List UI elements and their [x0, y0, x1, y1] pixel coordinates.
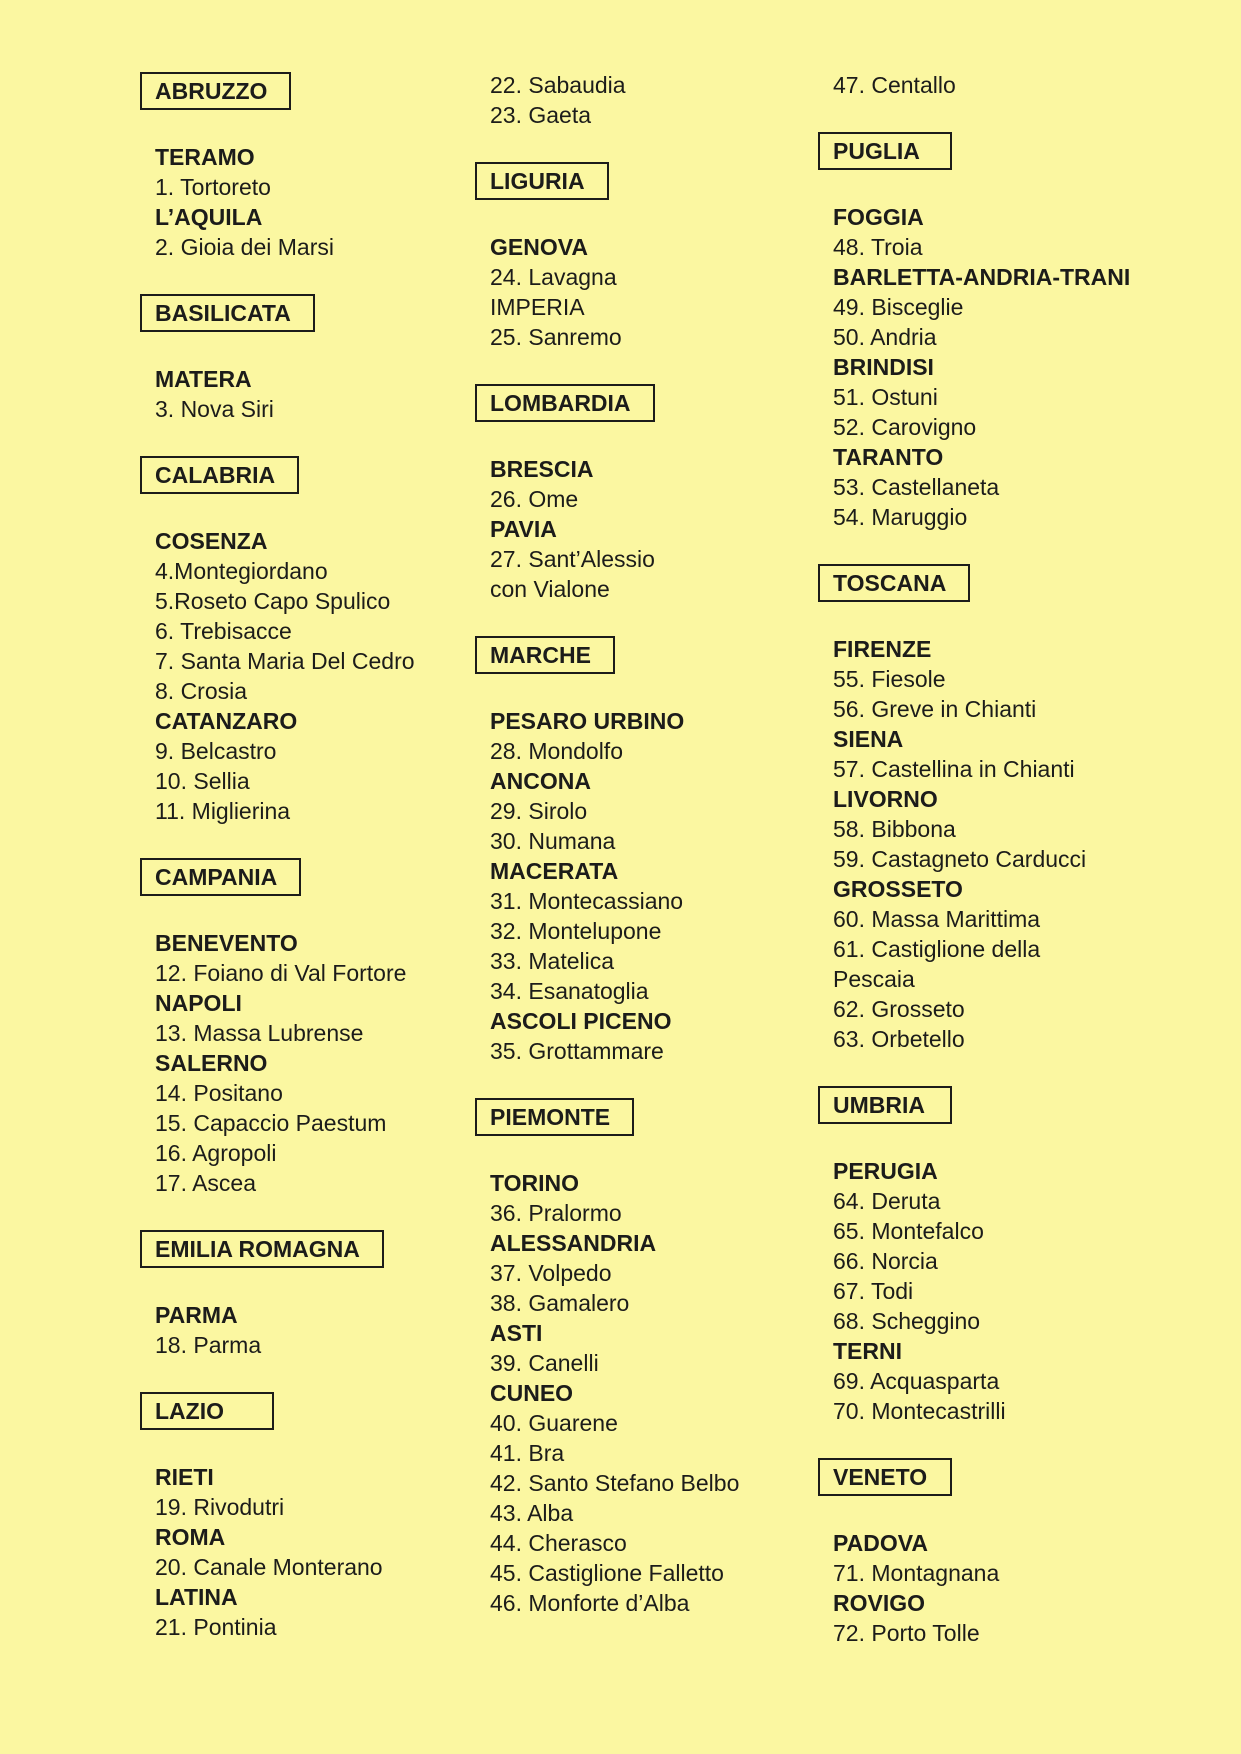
town-item: 19. Rivodutri [155, 1494, 285, 1520]
region-row [475, 636, 818, 674]
province-label: PERUGIA [833, 1158, 938, 1184]
region-header [140, 72, 291, 110]
town-item: 59. Castagneto Carducci [833, 846, 1087, 872]
province-label: PAVIA [490, 516, 557, 542]
town-item: 7. Santa Maria Del Cedro [155, 648, 415, 674]
province-label: SALERNO [155, 1050, 268, 1076]
town-item: 22. Sabaudia [490, 72, 626, 98]
region-label: PIEMONTE [490, 1104, 611, 1130]
spacer [818, 100, 1241, 130]
region-label: CALABRIA [155, 462, 276, 488]
province-label: L’AQUILA [155, 204, 263, 230]
province-label: GENOVA [490, 234, 588, 260]
town-item: 61. Castiglione della [833, 936, 1041, 962]
province-label: ANCONA [490, 768, 591, 794]
town-item: 14. Positano [155, 1080, 283, 1106]
town-item: 9. Belcastro [155, 738, 277, 764]
town-item: 32. Montelupone [490, 918, 662, 944]
region-label: LAZIO [155, 1398, 224, 1424]
town-item: 37. Volpedo [490, 1260, 612, 1286]
province-label: FIRENZE [833, 636, 932, 662]
region-header [140, 456, 299, 494]
spacer [475, 604, 818, 634]
town-item: 71. Montagnana [833, 1560, 1000, 1586]
region-label: CAMPANIA [155, 864, 278, 890]
region-row [140, 294, 475, 332]
town-item: 63. Orbetello [833, 1026, 965, 1052]
region-row [140, 858, 475, 896]
spacer [140, 1360, 475, 1390]
region-header [475, 636, 615, 674]
town-item: 65. Montefalco [833, 1218, 984, 1244]
town-item: 11. Miglierina [155, 798, 291, 824]
region-label: VENETO [833, 1464, 928, 1490]
town-item: 6. Trebisacce [155, 618, 292, 644]
region-label: TOSCANA [833, 570, 947, 596]
town-item: 5.Roseto Capo Spulico [155, 588, 391, 614]
town-item: 35. Grottammare [490, 1038, 664, 1064]
town-item: 29. Sirolo [490, 798, 588, 824]
town-item: 51. Ostuni [833, 384, 938, 410]
region-label: EMILIA ROMAGNA [155, 1236, 360, 1262]
town-item: 27. Sant’Alessio [490, 546, 655, 572]
town-item: 66. Norcia [833, 1248, 938, 1274]
region-row [475, 162, 818, 200]
region-row [140, 1392, 475, 1430]
spacer [818, 1498, 1241, 1528]
town-item: 42. Santo Stefano Belbo [490, 1470, 740, 1496]
spacer [140, 424, 475, 454]
town-item: 12. Foiano di Val Fortore [155, 960, 407, 986]
province-label: BARLETTA-ANDRIA-TRANI [833, 264, 1131, 290]
column-right [818, 0, 1241, 1648]
region-label: BASILICATA [155, 300, 291, 326]
town-item: 25. Sanremo [490, 324, 622, 350]
town-item: 57. Castellina in Chianti [833, 756, 1075, 782]
text-line: IMPERIA [490, 294, 585, 320]
region-row [140, 72, 475, 110]
province-label: ROMA [155, 1524, 226, 1550]
province-label: ALESSANDRIA [490, 1230, 657, 1256]
spacer [818, 1054, 1241, 1084]
spacer [475, 1138, 818, 1168]
spacer [140, 1432, 475, 1462]
province-label: TORINO [490, 1170, 580, 1196]
town-item: 43. Alba [490, 1500, 574, 1526]
province-label: FOGGIA [833, 204, 924, 230]
province-label: TARANTO [833, 444, 944, 470]
town-item: 17. Ascea [155, 1170, 257, 1196]
town-item: 23. Gaeta [490, 102, 592, 128]
town-item: 45. Castiglione Falletto [490, 1560, 724, 1586]
region-row [818, 132, 1241, 170]
town-item: 62. Grosseto [833, 996, 965, 1022]
town-item: 38. Gamalero [490, 1290, 630, 1316]
town-item: 60. Massa Marittima [833, 906, 1041, 932]
town-item: 64. Deruta [833, 1188, 941, 1214]
province-label: NAPOLI [155, 990, 242, 1016]
spacer [818, 172, 1241, 202]
text-line: Pescaia [833, 966, 915, 992]
province-label: MACERATA [490, 858, 619, 884]
town-item: 70. Montecastrilli [833, 1398, 1006, 1424]
spacer [475, 352, 818, 382]
spacer [475, 424, 818, 454]
town-item: 53. Castellaneta [833, 474, 1000, 500]
text-line: con Vialone [490, 576, 610, 602]
region-label: ABRUZZO [155, 78, 268, 104]
town-item: 36. Pralormo [490, 1200, 622, 1226]
spacer [475, 676, 818, 706]
region-label: MARCHE [490, 642, 591, 668]
town-item: 31. Montecassiano [490, 888, 684, 914]
province-label: CUNEO [490, 1380, 574, 1406]
province-label: ROVIGO [833, 1590, 926, 1616]
spacer [140, 1270, 475, 1300]
region-row [818, 1086, 1241, 1124]
province-label: SIENA [833, 726, 904, 752]
town-item: 33. Matelica [490, 948, 615, 974]
region-row [140, 456, 475, 494]
spacer [140, 826, 475, 856]
town-item: 55. Fiesole [833, 666, 946, 692]
province-label: BENEVENTO [155, 930, 298, 956]
province-label: BRESCIA [490, 456, 594, 482]
region-header [475, 1098, 634, 1136]
town-item: 67. Todi [833, 1278, 914, 1304]
province-label: MATERA [155, 366, 252, 392]
town-item: 34. Esanatoglia [490, 978, 649, 1004]
province-label: TERAMO [155, 144, 255, 170]
town-item: 72. Porto Tolle [833, 1620, 980, 1646]
town-item: 4.Montegiordano [155, 558, 328, 584]
column-middle [475, 0, 818, 1618]
region-header [140, 1230, 384, 1268]
province-label: LATINA [155, 1584, 238, 1610]
town-item: 15. Capaccio Paestum [155, 1110, 387, 1136]
spacer [140, 262, 475, 292]
town-item: 46. Monforte d’Alba [490, 1590, 690, 1616]
town-item: 30. Numana [490, 828, 616, 854]
region-label: LIGURIA [490, 168, 585, 194]
province-label: COSENZA [155, 528, 268, 554]
region-header [818, 1458, 952, 1496]
province-label: CATANZARO [155, 708, 298, 734]
spacer [140, 334, 475, 364]
town-item: 26. Ome [490, 486, 579, 512]
spacer [475, 130, 818, 160]
spacer [140, 496, 475, 526]
spacer [475, 202, 818, 232]
region-label: PUGLIA [833, 138, 920, 164]
town-item: 20. Canale Monterano [155, 1554, 383, 1580]
region-header [818, 132, 952, 170]
town-item: 1. Tortoreto [155, 174, 271, 200]
town-item: 56. Greve in Chianti [833, 696, 1037, 722]
spacer [140, 112, 475, 142]
region-header [140, 1392, 274, 1430]
town-item: 18. Parma [155, 1332, 262, 1358]
province-label: GROSSETO [833, 876, 963, 902]
province-label: LIVORNO [833, 786, 938, 812]
region-header [475, 384, 655, 422]
spacer [475, 1066, 818, 1096]
town-item: 52. Carovigno [833, 414, 977, 440]
region-header [475, 162, 609, 200]
town-item: 68. Scheggino [833, 1308, 981, 1334]
province-label: PADOVA [833, 1530, 928, 1556]
town-item: 54. Maruggio [833, 504, 968, 530]
town-item: 50. Andria [833, 324, 937, 350]
town-item: 21. Pontinia [155, 1614, 277, 1640]
region-header [818, 564, 970, 602]
town-item: 2. Gioia dei Marsi [155, 234, 334, 260]
town-item: 40. Guarene [490, 1410, 618, 1436]
town-item: 41. Bra [490, 1440, 565, 1466]
region-row [818, 1458, 1241, 1496]
region-header [140, 858, 301, 896]
town-item: 3. Nova Siri [155, 396, 274, 422]
province-label: TERNI [833, 1338, 902, 1364]
region-row [475, 1098, 818, 1136]
column-left [140, 0, 475, 1642]
spacer [140, 898, 475, 928]
town-item: 58. Bibbona [833, 816, 956, 842]
town-item: 44. Cherasco [490, 1530, 627, 1556]
province-label: PARMA [155, 1302, 238, 1328]
town-item: 10. Sellia [155, 768, 250, 794]
region-header [818, 1086, 952, 1124]
town-item: 13. Massa Lubrense [155, 1020, 364, 1046]
town-item: 8. Crosia [155, 678, 248, 704]
province-label: ASTI [490, 1320, 543, 1346]
region-header [140, 294, 315, 332]
spacer [818, 1426, 1241, 1456]
town-item: 24. Lavagna [490, 264, 617, 290]
province-label: ASCOLI PICENO [490, 1008, 672, 1034]
spacer [140, 1198, 475, 1228]
town-item: 69. Acquasparta [833, 1368, 1000, 1394]
region-row [140, 1230, 475, 1268]
town-item: 39. Canelli [490, 1350, 599, 1376]
town-item: 28. Mondolfo [490, 738, 623, 764]
province-label: PESARO URBINO [490, 708, 685, 734]
region-row [818, 564, 1241, 602]
region-label: UMBRIA [833, 1092, 925, 1118]
spacer [818, 604, 1241, 634]
town-item: 49. Bisceglie [833, 294, 964, 320]
town-item: 48. Troia [833, 234, 923, 260]
province-label: RIETI [155, 1464, 214, 1490]
town-item: 47. Centallo [833, 72, 956, 98]
town-item: 16. Agropoli [155, 1140, 277, 1166]
spacer [818, 532, 1241, 562]
region-label: LOMBARDIA [490, 390, 631, 416]
province-label: BRINDISI [833, 354, 934, 380]
region-row [475, 384, 818, 422]
spacer [818, 1126, 1241, 1156]
